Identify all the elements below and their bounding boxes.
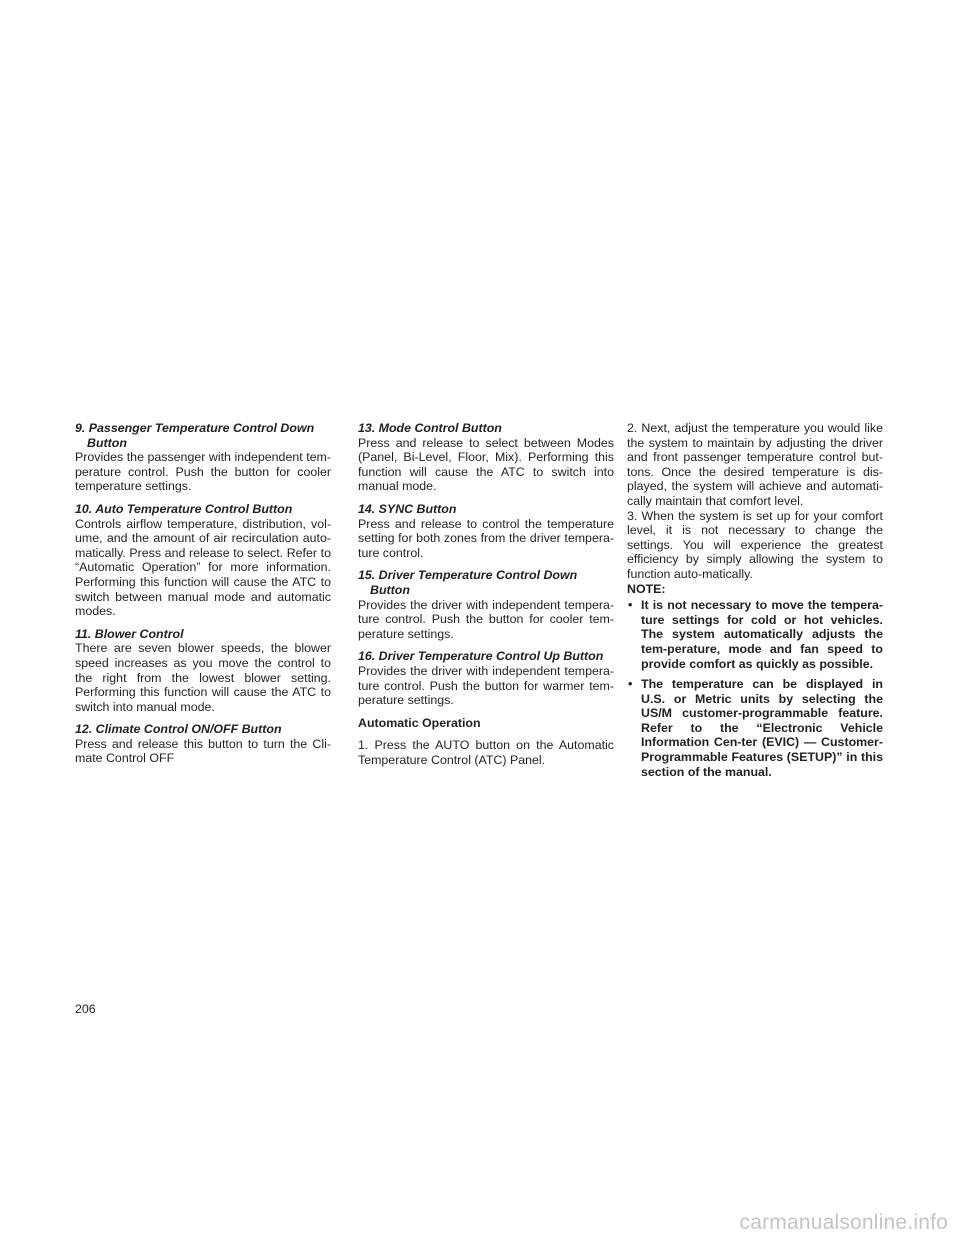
section-blower-control <box>75 627 331 715</box>
column-right <box>627 421 883 785</box>
note-list <box>627 598 883 779</box>
heading-blower-control: 11. Blower Control <box>75 626 184 641</box>
heading-passenger-temp-down: 9. Passenger Temperature Control Down Button <box>75 421 315 450</box>
bullet-icon: • <box>628 598 633 613</box>
text-blower-control: There are seven blower speeds, the blower speed increases as you move the control to the right from the lowest blower setting. Performing this function will cause the ATC to switch into manual mode. <box>75 641 331 714</box>
heading-climate-on-off: 12. Climate Control ON/OFF Button <box>75 722 282 737</box>
page-number: 206 <box>75 1002 96 1016</box>
text-passenger-temp-down: Provides the passenger with independent tem-perature control. Push the button for cooler temperature settings. <box>75 450 331 494</box>
heading-mode-control: 13. Mode Control Button <box>358 421 502 435</box>
text-sync-button: Press and release to control the temperature setting for both zones from the driver tempera-ture control. <box>358 516 614 560</box>
column-left <box>75 421 331 774</box>
text-mode-control: Press and release to select between Modes (Panel, Bi-Level, Floor, Mix). Performing this function will cause the ATC to switch into manual mode. <box>358 435 614 494</box>
note-item: • The temperature can be displayed in U.S. or Metric units by selecting the US/M customer-programmable feature. Refer to the “Electronic Vehicle Information Cen-ter (EVIC) — Customer-Programmable Features (SETUP)” in this section of the manual. <box>628 677 883 779</box>
section-mode-control <box>358 421 614 494</box>
heading-auto-temp-control: 10. Auto Temperature Control Button <box>75 501 293 516</box>
heading-driver-temp-up: 16. Driver Temperature Control Up Button <box>358 649 604 664</box>
text-auto-temp-control: Controls airflow temperature, distribution, vol-ume, and the amount of air recirculation auto-matically. Press and release to select. Refer to “Automatic Operation” for more information. Performing this function will cause the ATC to switch between manual mode and automatic modes. <box>75 516 331 619</box>
section-driver-temp-down <box>358 568 614 641</box>
section-passenger-temp-down <box>75 421 331 494</box>
section-climate-on-off <box>75 722 331 766</box>
heading-sync-button: 14. SYNC Button <box>358 501 457 516</box>
watermark: carmanualsonline.info <box>739 1211 948 1234</box>
heading-driver-temp-down: 15. Driver Temperature Control Down Button <box>358 568 578 597</box>
text-climate-on-off: Press and release this button to turn the Cli-mate Control OFF <box>75 736 331 766</box>
heading-automatic-operation: Automatic Operation <box>358 715 481 730</box>
step-2: 2. Next, adjust the temperature you would like the system to maintain by adjusting the driver and front passenger temperature control but-tons. Once the desired temperature is dis-played, the system will achieve and automati-cally maintain that comfort level. <box>627 421 883 508</box>
section-driver-temp-up <box>358 649 614 707</box>
step-3: 3. When the system is set up for your comfort level, it is not necessary to change the settings. You will experience the greatest efficiency by simply allowing the system to function auto-matically. <box>627 508 883 581</box>
note-item: • It is not necessary to move the tempera-ture settings for cold or hot vehicles. The system automatically adjusts the tem-perature, mode and fan speed to provide comfort as quickly as possible. <box>628 598 883 671</box>
step-1: 1. Press the AUTO button on the Automatic Temperature Control (ATC) Panel. <box>358 738 614 767</box>
note-label: NOTE: <box>627 581 666 596</box>
section-auto-temp-control <box>75 502 331 619</box>
text-driver-temp-down: Provides the driver with independent tempera-ture control. Push the button for cooler tem-perature settings. <box>358 597 614 641</box>
section-sync-button <box>358 502 614 560</box>
bullet-icon: • <box>628 677 633 692</box>
column-middle <box>358 421 614 767</box>
text-driver-temp-up: Provides the driver with independent tempera-ture control. Push the button for warmer tem-perature settings. <box>358 663 614 708</box>
